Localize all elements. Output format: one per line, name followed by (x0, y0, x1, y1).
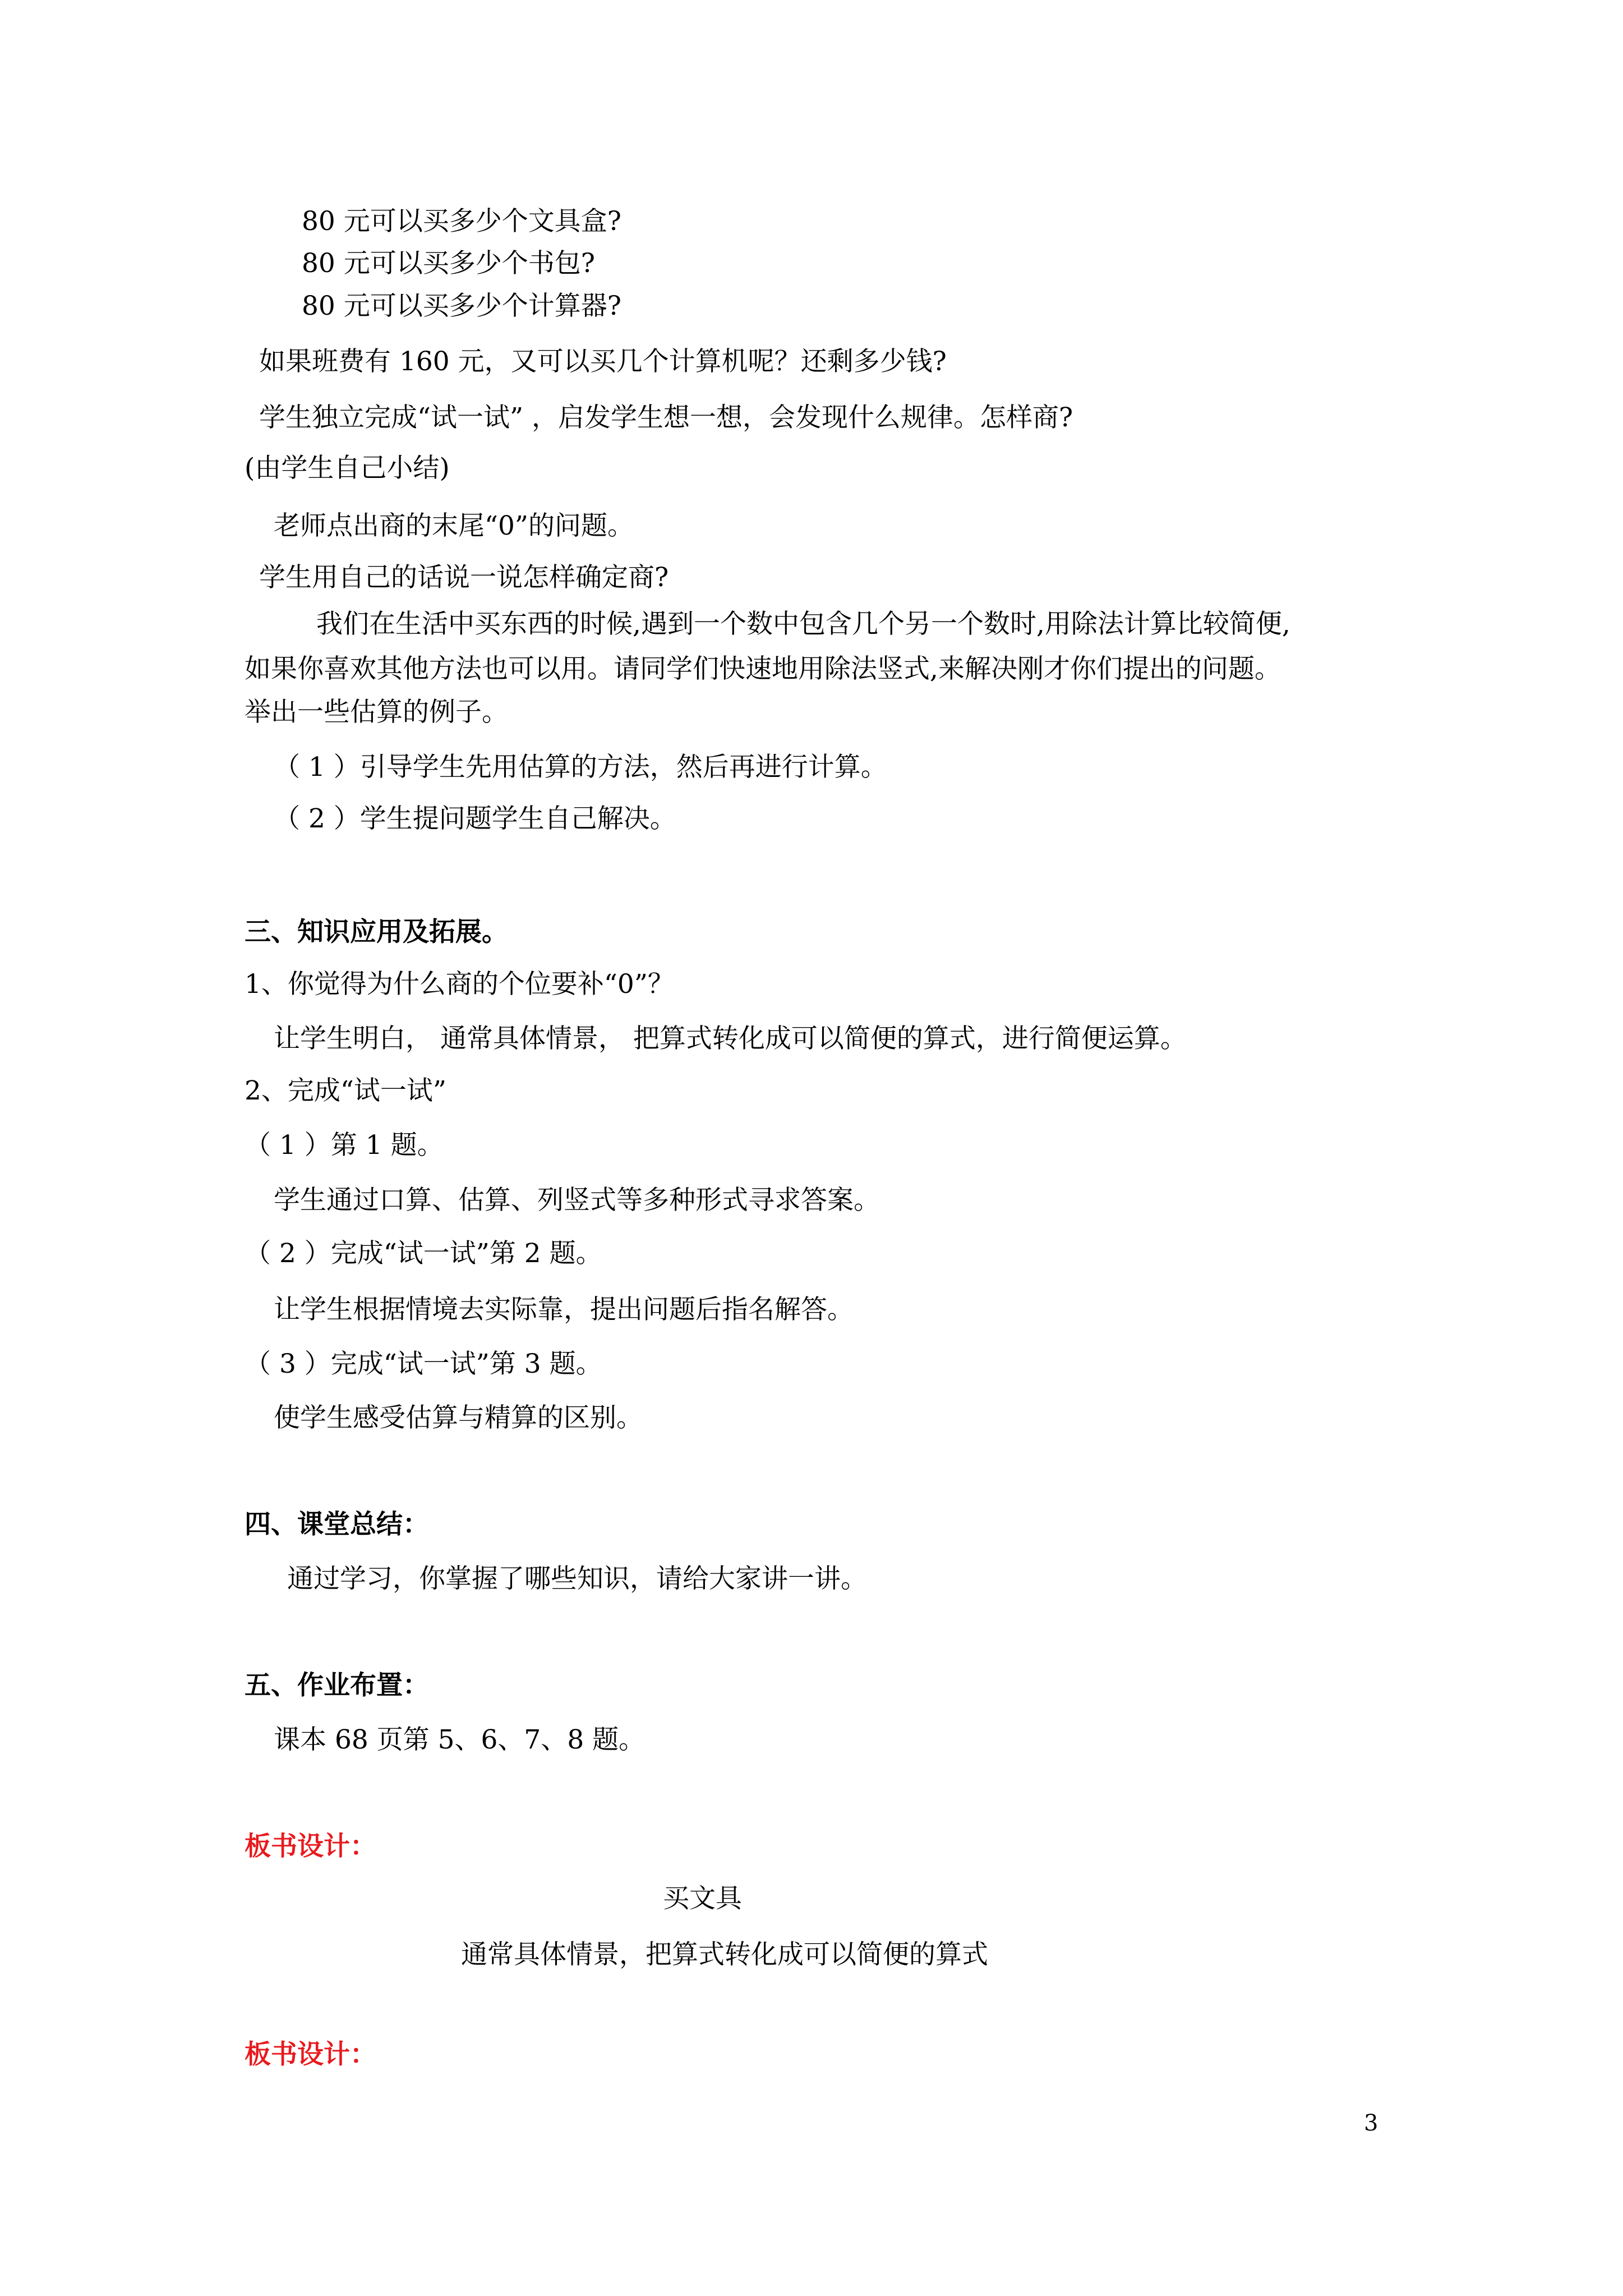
section-3-sub-1: （ 1 ）第 1 题。 (245, 1130, 444, 1161)
section-3-heading: 三、知识应用及拓展。 (245, 917, 508, 947)
own-words-note: 学生用自己的话说一说怎样确定商? (259, 562, 669, 593)
section-5-heading: 五、作业布置： (245, 1670, 429, 1701)
section-3-sub-3: （ 3 ）完成“试一试”第 3 题。 (245, 1349, 602, 1379)
section-3-sub-1-note: 学生通过口算、估算、列竖式等多种形式寻求答案。 (274, 1185, 880, 1216)
section-3-item-2: 2、完成“试一试” (245, 1075, 446, 1106)
section-3-item-1: 1、你觉得为什么商的个位要补“0”？ (245, 969, 674, 1000)
paragraph-line-1: 我们在生活中买东西的时候,遇到一个数中包含几个另一个数时,用除法计算比较简便, (316, 609, 1290, 639)
question-pencil-box: 80 元可以买多少个文具盒? (302, 206, 621, 237)
question-calculator: 80 元可以买多少个计算器? (302, 291, 621, 321)
page-number: 3 (1364, 2110, 1378, 2136)
try-it-instruction: 学生独立完成“试一试” ，启发学生想一想，会发现什么规律。怎样商? (259, 402, 1073, 433)
question-class-fund: 如果班费有 160 元，又可以买几个计算机呢？还剩多少钱? (259, 346, 947, 377)
teacher-zero-note: 老师点出商的末尾“0”的问题。 (274, 510, 634, 541)
section-4-body: 通过学习，你掌握了哪些知识，请给大家讲一讲。 (287, 1563, 867, 1594)
board-subtitle: 通常具体情景，把算式转化成可以简便的算式 (461, 1939, 988, 1970)
student-summary-note: (由学生自己小结) (245, 453, 450, 484)
section-4-heading: 四、课堂总结： (245, 1509, 429, 1540)
section-3-sub-2-note: 让学生根据情境去实际靠，提出问题后指名解答。 (274, 1294, 854, 1325)
section-3-sub-2: （ 2 ）完成“试一试”第 2 题。 (245, 1238, 602, 1269)
guide-item-2: （ 2 ）学生提问题学生自己解决。 (274, 803, 676, 834)
board-design-heading-2: 板书设计： (245, 2039, 376, 2070)
guide-item-1: （ 1 ）引导学生先用估算的方法，然后再进行计算。 (274, 752, 887, 783)
paragraph-line-3: 举出一些估算的例子。 (245, 697, 508, 728)
section-3-sub-3-note: 使学生感受估算与精算的区别。 (274, 1402, 643, 1433)
board-title: 买文具 (663, 1883, 742, 1914)
question-schoolbag: 80 元可以买多少个书包? (302, 248, 595, 279)
paragraph-line-2: 如果你喜欢其他方法也可以用。请同学们快速地用除法竖式,来解决刚才你们提出的问题。 (245, 654, 1281, 684)
section-3-item-1-note: 让学生明白， 通常具体情景， 把算式转化成可以简便的算式，进行简便运算。 (274, 1023, 1187, 1054)
board-design-heading: 板书设计： (245, 1831, 376, 1862)
section-5-body: 课本 68 页第 5、6、7、8 题。 (274, 1724, 645, 1755)
